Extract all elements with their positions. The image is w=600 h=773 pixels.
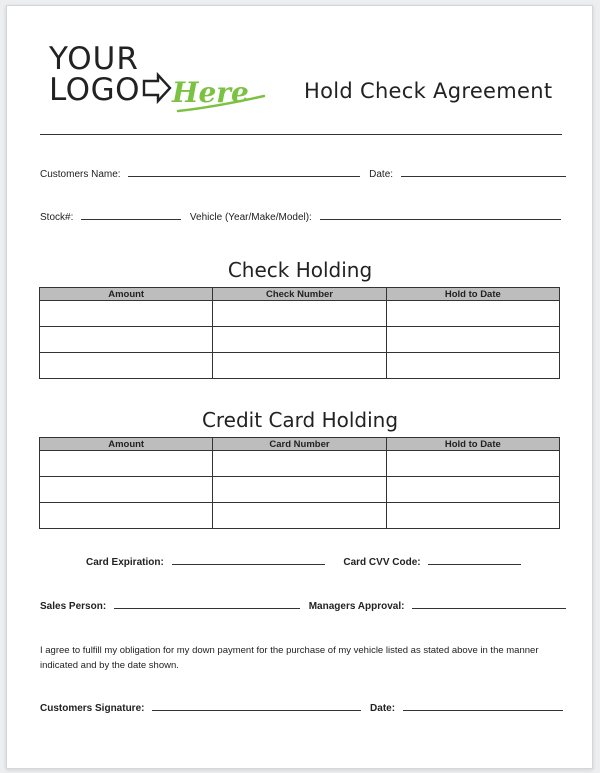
customers-signature-label: Customers Signature:	[40, 703, 145, 714]
table-cell[interactable]	[40, 451, 213, 477]
table-cell[interactable]	[213, 327, 386, 353]
card-cvv-label: Card CVV Code:	[343, 557, 421, 568]
arrow-right-icon	[144, 75, 170, 101]
approval-row	[40, 599, 566, 612]
column-header: Amount	[40, 438, 213, 451]
column-header: Check Number	[213, 288, 386, 301]
table-row	[40, 451, 560, 477]
card-cvv-input[interactable]	[428, 555, 521, 565]
customers-name-label: Customers Name:	[40, 169, 121, 180]
table-row	[40, 477, 560, 503]
table-cell[interactable]	[386, 327, 559, 353]
company-logo	[40, 40, 280, 120]
signature-row	[40, 701, 563, 714]
credit-card-holding-table	[39, 437, 560, 529]
table-cell[interactable]	[40, 301, 213, 327]
customers-signature-input[interactable]	[152, 701, 361, 711]
card-expiration-input[interactable]	[172, 555, 325, 565]
date-label: Date:	[369, 169, 394, 180]
vehicle-input[interactable]	[320, 210, 561, 220]
customers-name-row	[40, 167, 566, 180]
column-header: Amount	[40, 288, 213, 301]
table-cell[interactable]	[40, 353, 213, 379]
customers-name-input[interactable]	[128, 167, 360, 177]
table-cell[interactable]	[386, 301, 559, 327]
column-header: Card Number	[213, 438, 386, 451]
table-cell[interactable]	[213, 503, 386, 529]
column-header: Hold to Date	[386, 288, 559, 301]
stock-vehicle-row	[40, 210, 561, 223]
managers-approval-input[interactable]	[412, 599, 566, 609]
agreement-text: I agree to fulfill my obligation for my down payment for the purchase of my vehicle listed as stated above in the manner indicated and by the date shown.	[40, 645, 539, 671]
table-cell[interactable]	[213, 353, 386, 379]
header-divider	[40, 134, 562, 135]
table-cell[interactable]	[386, 477, 559, 503]
table-row	[40, 503, 560, 529]
credit-card-holding-title: Credit Card Holding	[201, 408, 399, 432]
logo-line-1: YOUR	[49, 41, 139, 77]
table-cell[interactable]	[40, 503, 213, 529]
table-row	[40, 327, 560, 353]
sales-person-label: Sales Person:	[40, 601, 107, 612]
page-title: Hold Check Agreement	[304, 79, 553, 103]
managers-approval-label: Managers Approval:	[308, 601, 405, 612]
logo-line-2: LOGO	[49, 72, 140, 108]
column-header: Hold to Date	[386, 438, 559, 451]
card-details-row	[86, 555, 521, 568]
signature-date-input[interactable]	[403, 701, 563, 711]
table-row	[40, 353, 560, 379]
stock-input[interactable]	[81, 210, 181, 220]
card-expiration-label: Card Expiration:	[86, 557, 164, 568]
vehicle-label: Vehicle (Year/Make/Model):	[189, 212, 312, 223]
table-cell[interactable]	[386, 503, 559, 529]
table-cell[interactable]	[213, 301, 386, 327]
sales-person-input[interactable]	[114, 599, 300, 609]
check-holding-table	[39, 287, 560, 379]
table-row	[40, 301, 560, 327]
logo-script: Here	[172, 76, 249, 109]
stock-label: Stock#:	[40, 212, 74, 223]
table-cell[interactable]	[40, 477, 213, 503]
table-cell[interactable]	[213, 451, 386, 477]
table-cell[interactable]	[40, 327, 213, 353]
signature-date-label: Date:	[370, 703, 396, 714]
date-input[interactable]	[401, 167, 566, 177]
table-cell[interactable]	[213, 477, 386, 503]
table-cell[interactable]	[386, 353, 559, 379]
table-cell[interactable]	[386, 451, 559, 477]
check-holding-title: Check Holding	[227, 258, 373, 282]
